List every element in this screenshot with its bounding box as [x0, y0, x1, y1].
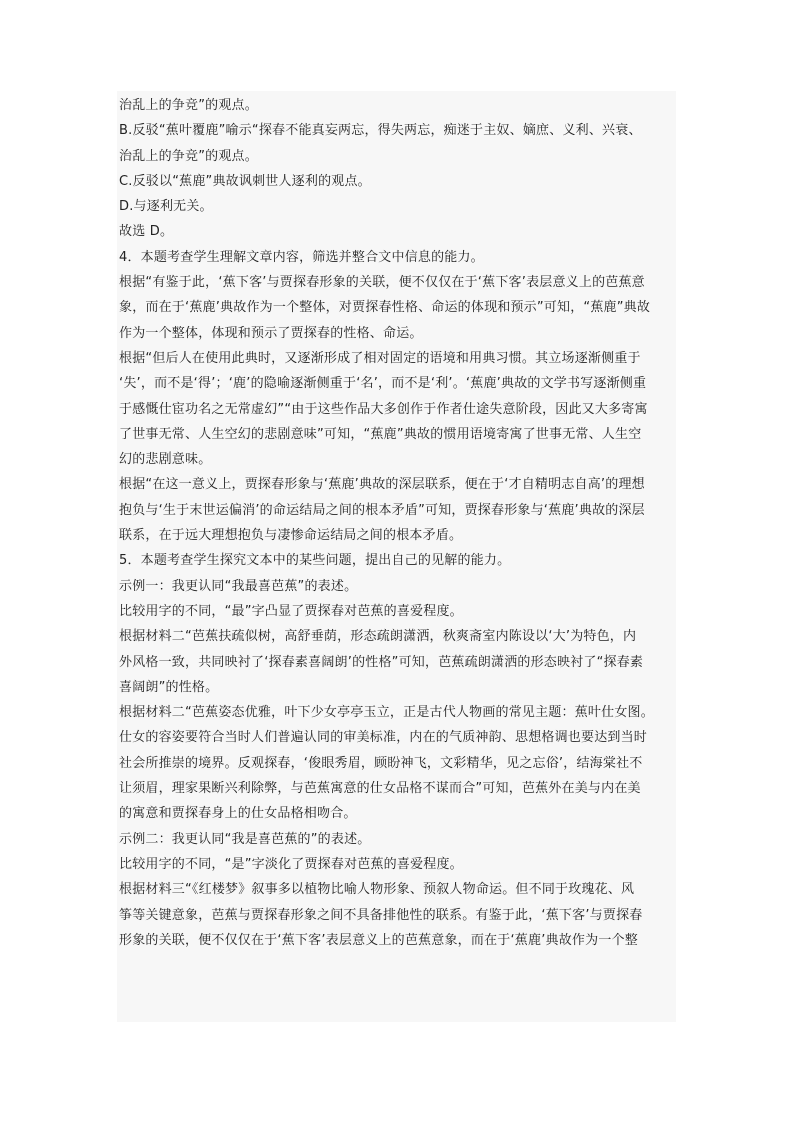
text-line: 联系，在于远大理想抱负与凄惨命运结局之间的根本矛盾。 [119, 528, 463, 544]
text-line: 的寓意和贾探春身上的仕女品格相吻合。 [119, 806, 357, 822]
text-line: 示例二：我更认同“我是喜芭蕉的”的表述。 [119, 831, 371, 847]
text-line: C.反驳以“蕉鹿”典故讽刺世人逐利的观点。 [119, 173, 371, 189]
text-line: 了世事无常、人生空幻的悲剧意味”可知，“蕉鹿”典故的惯用语境寄寓了世事无常、人生空 [119, 426, 642, 442]
text-line: 根据“有鉴于此，‘蕉下客’与贾探春形象的关联，便不仅仅在于‘蕉下客’表层意义上的芭蕉意 [119, 275, 645, 291]
text-line: 外风格一致，共同映衬了‘探春素喜阔朗’的性格”可知，芭蕉疏朗潇洒的形态映衬了“探春素 [119, 654, 644, 670]
text-line: 社会所推崇的境界。反观探春，‘俊眼秀眉，顾盼神飞，文彩精华，见之忘俗’，结海棠社不 [119, 755, 643, 771]
text-line: D.与逐利无关。 [119, 199, 213, 215]
text-line: 幻的悲剧意味。 [119, 452, 212, 468]
text-line: 筝等关键意象，芭蕉与贾探春形象之间不具备排他性的联系。有鉴于此，‘蕉下客’与贾探春 [119, 907, 643, 923]
text-line: 形象的关联，便不仅仅在于‘蕉下客’表层意义上的芭蕉意象，而在于‘蕉鹿’典故作为一个整 [119, 932, 638, 948]
document-text [119, 93, 675, 953]
text-line: ‘失’，而不是‘得’；‘鹿’的隐喻逐渐侧重于‘名’，而不是‘利’。‘蕉鹿’典故的文学书写逐渐侧重 [119, 376, 647, 392]
text-line: 作为一个整体，体现和预示了贾探春的性格、命运。 [119, 325, 423, 341]
text-line: B.反驳“蕉叶覆鹿”喻示“探春不能真妄两忘，得失两忘，痴迷于主奴、嫡庶、义利、兴衰、 [119, 123, 642, 139]
text-line: 治乱上的争竞”的观点。 [119, 148, 258, 164]
text-line: 让须眉，理家果断兴利除弊，与芭蕉寓意的仕女品格不谋而合”可知，芭蕉外在美与内在美 [119, 781, 641, 797]
text-line: 喜阔朗”的性格。 [119, 679, 219, 695]
text-line: 象，而在于‘蕉鹿’典故作为一个整体，对贾探春性格、命运的体现和预示”可知，“蕉鹿”典故 [119, 300, 651, 316]
text-line: 根据材料二“芭蕉扶疏似树，高舒垂荫，形态疏朗潇洒，秋爽斋室内陈设以‘大’为特色，内 [119, 629, 637, 645]
text-line: 4．本题考查学生理解文章内容，筛选并整合文中信息的能力。 [119, 249, 484, 265]
text-line: 根据“在这一意义上，贾探春形象与‘蕉鹿’典故的深层联系，便在于‘才自精明志自高’的理想 [119, 477, 645, 493]
text-line: 根据材料三“《红楼梦》叙事多以植物比喻人物形象、预叙人物命运。但不同于玫瑰花、风 [119, 882, 635, 898]
text-line: 示例一：我更认同“我最喜芭蕉”的表述。 [119, 578, 358, 594]
text-line: 比较用字的不同，“最”字凸显了贾探春对芭蕉的喜爱程度。 [119, 603, 463, 619]
text-line: 抱负与‘生于末世运偏消’的命运结局之间的根本矛盾”可知，贾探春形象与‘蕉鹿’典故的深层 [119, 502, 645, 518]
text-line: 仕女的容姿要符合当时人们普遍认同的审美标准，内在的气质神韵、思想格调也要达到当时 [119, 730, 648, 746]
text-line: 于感慨仕宦功名之无常虚幻”“由于这些作品大多创作于作者仕途失意阶段，因此又大多寄寓 [119, 401, 648, 417]
text-line: 5．本题考查学生探究文本中的某些问题，提出自己的见解的能力。 [119, 553, 511, 569]
text-line: 治乱上的争竞”的观点。 [119, 98, 258, 113]
text-line: 故选 D。 [119, 224, 174, 240]
text-line: 根据“但后人在使用此典时，又逐渐形成了相对固定的语境和用典习惯。其立场逐渐侧重于 [119, 350, 641, 366]
text-line: 比较用字的不同，“是”字淡化了贾探春对芭蕉的喜爱程度。 [119, 856, 463, 872]
text-line: 根据材料二“芭蕉姿态优雅，叶下少女亭亭玉立，正是古代人物画的常见主题：蕉叶仕女图。 [119, 705, 654, 721]
